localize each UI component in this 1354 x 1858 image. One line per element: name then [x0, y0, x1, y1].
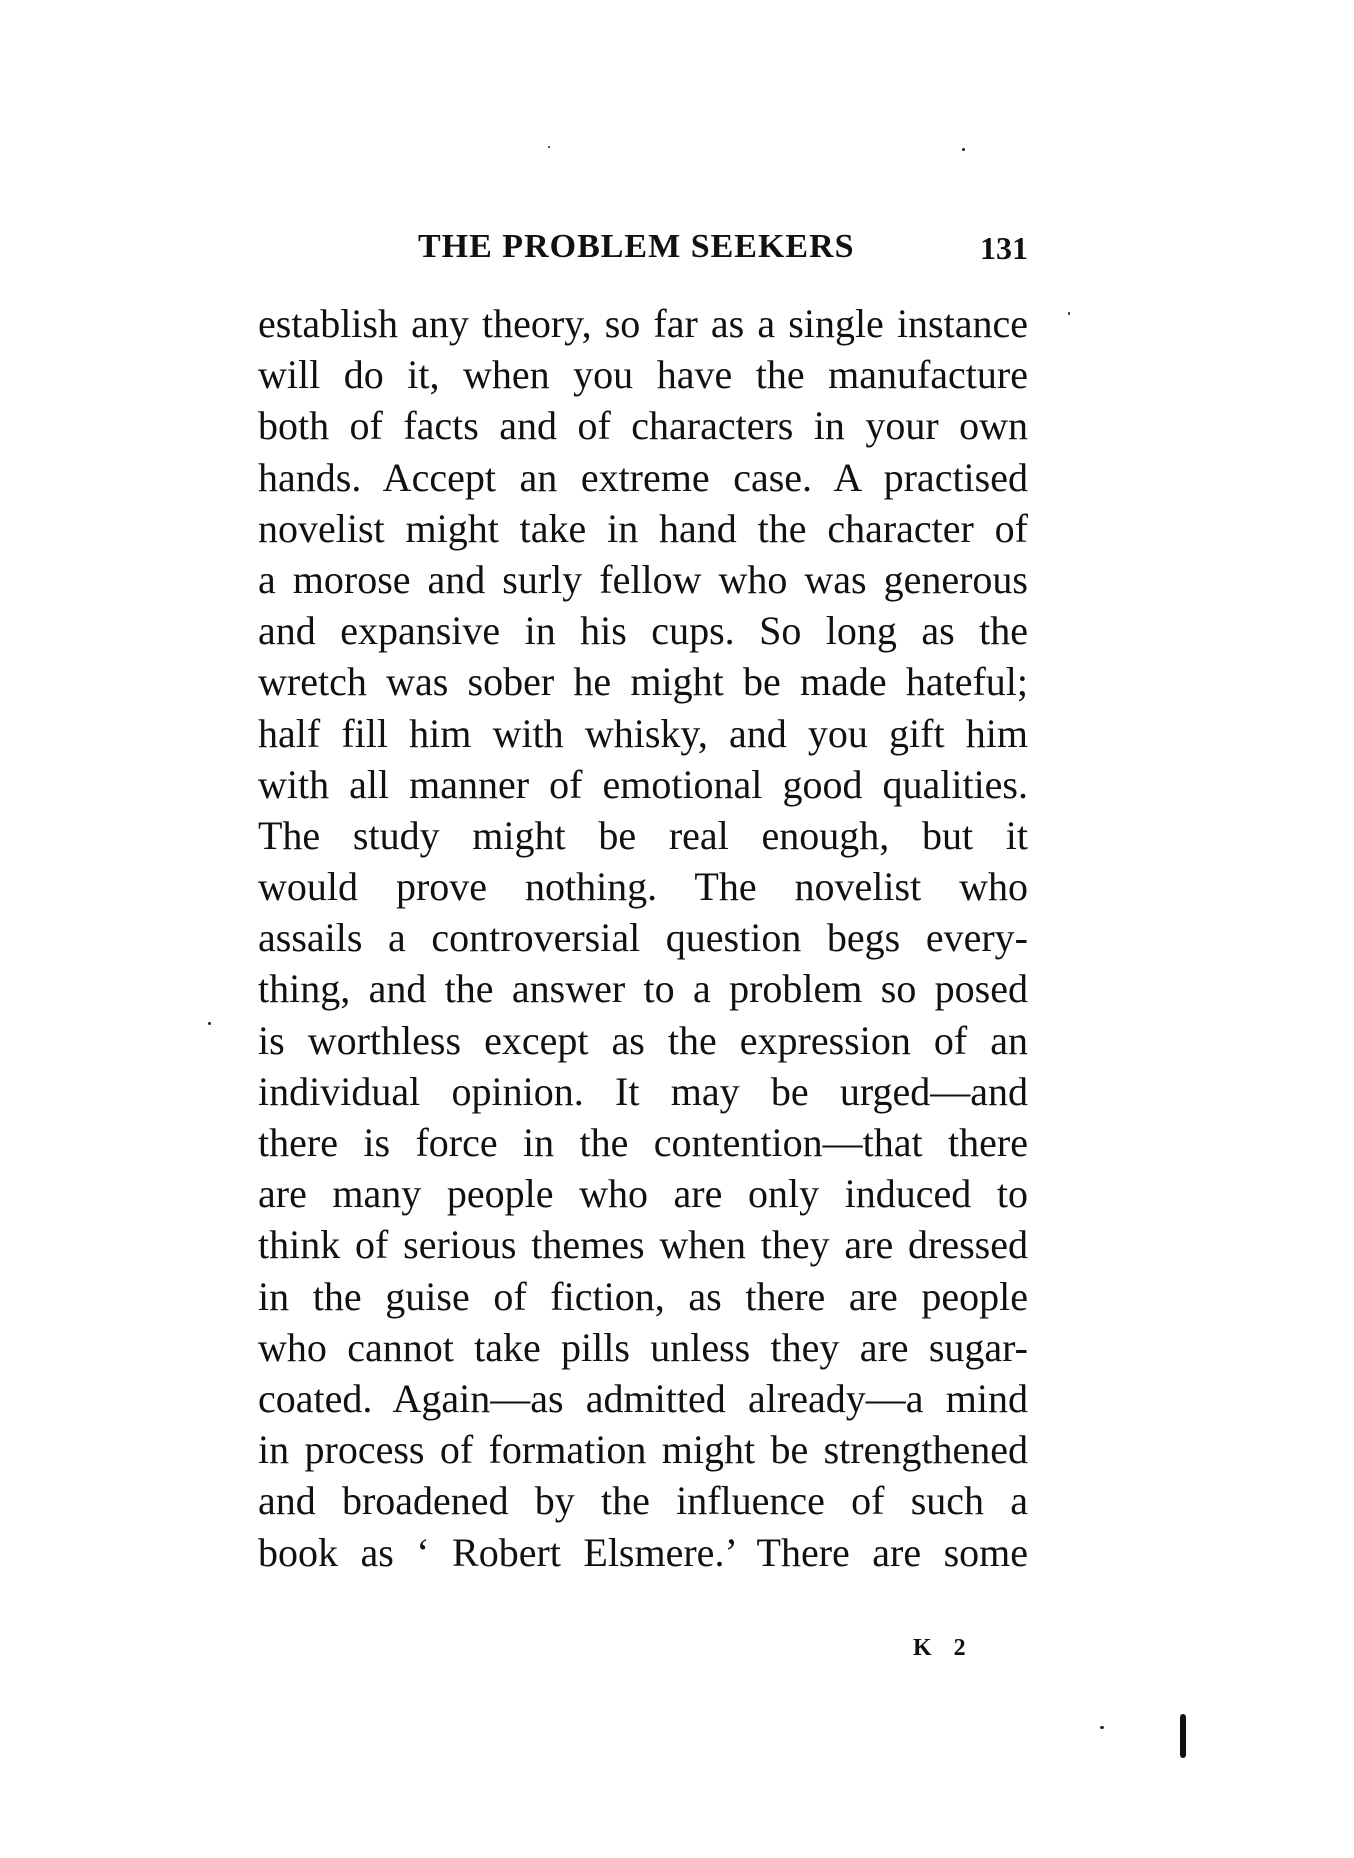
text-line: a morose and surly fellow who was generous	[258, 556, 1028, 602]
scan-speck	[548, 146, 550, 148]
scan-speck	[1100, 1726, 1104, 1729]
text-line: novelist might take in hand the character of	[258, 505, 1028, 551]
text-line: in process of formation might be strengthened	[258, 1427, 1028, 1473]
text-line: is worthless except as the expression of an	[258, 1017, 1028, 1063]
scan-speck	[962, 148, 965, 151]
scan-speck	[1068, 312, 1070, 315]
signature-mark: K 2	[913, 1635, 974, 1661]
text-line: are many people who are only induced to	[258, 1171, 1028, 1217]
scan-speck	[208, 1022, 211, 1025]
text-line: hands. Accept an extreme case. A practised	[258, 454, 1028, 500]
text-line: individual opinion. It may be urged—and	[258, 1068, 1028, 1114]
text-line: will do it, when you have the manufacture	[258, 352, 1028, 398]
text-line: both of facts and of characters in your own	[258, 403, 1028, 449]
running-head	[258, 228, 1028, 274]
text-line: The study might be real enough, but it	[258, 812, 1028, 858]
text-line: coated. Again—as admitted already—a mind	[258, 1375, 1028, 1421]
text-line: there is force in the contention—that there	[258, 1120, 1028, 1165]
text-line: half fill him with whisky, and you gift him	[258, 710, 1028, 756]
text-line: assails a controversial question begs every-	[258, 915, 1028, 961]
text-line: thing, and the answer to a problem so posed	[258, 966, 1028, 1012]
running-title: THE PROBLEM SEEKERS	[418, 228, 855, 265]
text-line: establish any theory, so far as a single instance	[258, 301, 1028, 346]
text-line: think of serious themes when they are dressed	[258, 1222, 1028, 1268]
text-line: would prove nothing. The novelist who	[258, 864, 1028, 910]
text-line: wretch was sober he might be made hateful;	[258, 659, 1028, 705]
body-text	[258, 298, 1028, 1578]
page-number: 131	[980, 230, 1028, 266]
text-line: book as ‘ Robert Elsmere.’ There are some	[258, 1529, 1028, 1575]
text-line: who cannot take pills unless they are sugar-	[258, 1324, 1028, 1370]
text-line: in the guise of fiction, as there are people	[258, 1273, 1028, 1319]
text-line: and expansive in his cups. So long as the	[258, 608, 1028, 654]
text-line: and broadened by the influence of such a	[258, 1478, 1028, 1524]
text-line: with all manner of emotional good qualities.	[258, 761, 1028, 807]
margin-mark	[1180, 1714, 1186, 1758]
